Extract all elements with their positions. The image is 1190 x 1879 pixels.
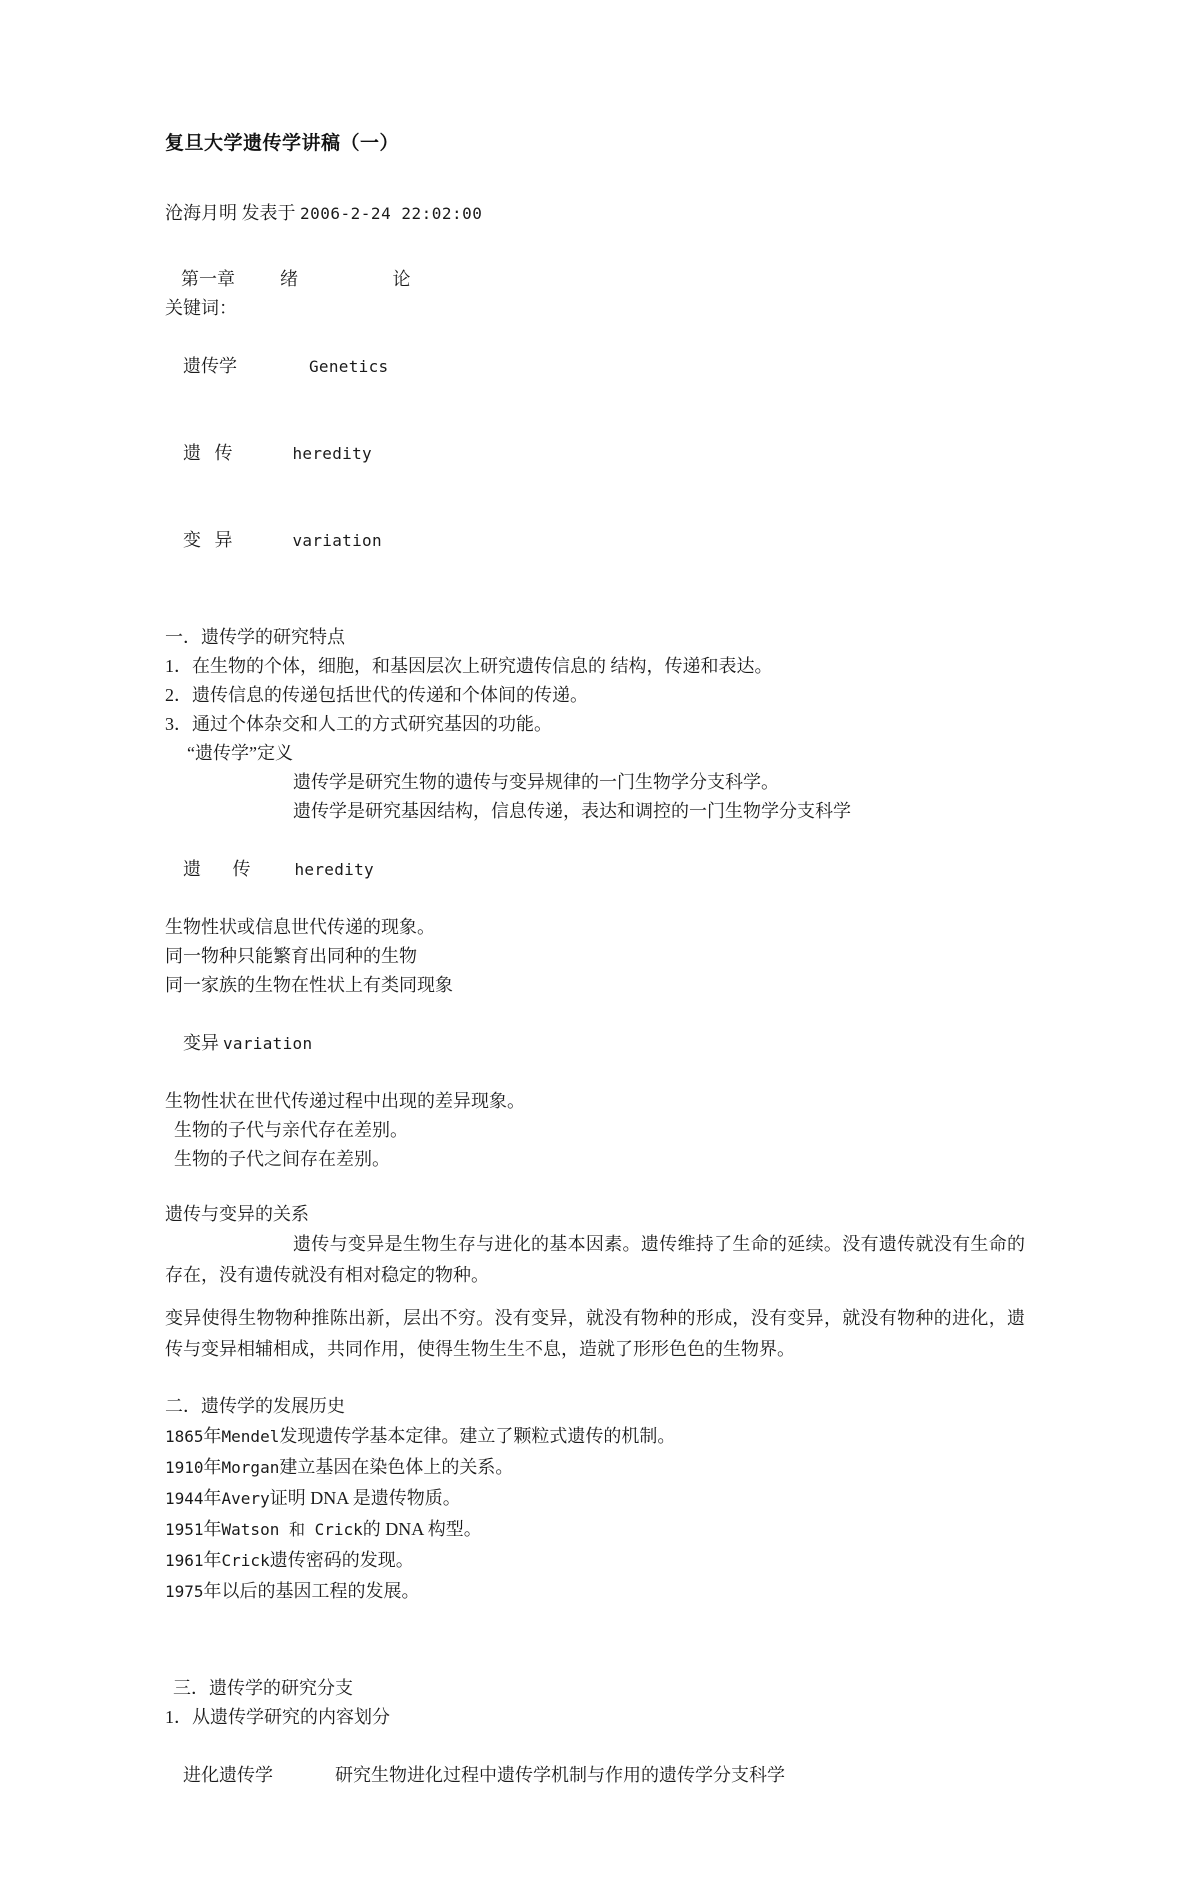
section-two-heading: 二．遗传学的发展历史 xyxy=(165,1396,345,1416)
definition-label: “遗传学”定义 xyxy=(187,743,293,763)
heredity-line: 生物性状或信息世代传递的现象。 xyxy=(165,917,435,937)
timeline-year: 1944 xyxy=(165,1489,204,1508)
branch-row xyxy=(165,1732,1025,1819)
keyword-row-genetics xyxy=(165,323,1025,410)
timeline-text: 证明 DNA 是遗传物质。 xyxy=(269,1488,461,1508)
byline xyxy=(165,199,1025,225)
variation-line: 生物的子代与亲代存在差别。 xyxy=(165,1120,408,1140)
section-three-subitem: 1．从遗传学研究的内容划分 xyxy=(165,1707,390,1727)
timeline-text: 以后的基因工程的发展。 xyxy=(221,1581,420,1601)
variation-term-cn: 变异 xyxy=(183,1033,219,1053)
keyword-en: heredity xyxy=(292,444,372,463)
timeline-text: 遗传密码的发现。 xyxy=(269,1550,414,1570)
byline-datetime: 2006-2-24 22:02:00 xyxy=(300,204,483,223)
timeline-year: 1975 xyxy=(165,1582,204,1601)
timeline-text: 建立基因在染色体上的关系。 xyxy=(279,1457,514,1477)
timeline-text: 发现遗传学基本定律。建立了颗粒式遗传的机制。 xyxy=(279,1426,676,1446)
section-one-item: 1．在生物的个体，细胞，和基因层次上研究遗传信息的 结构，传递和表达。 xyxy=(165,656,773,676)
timeline-item xyxy=(165,1576,1025,1607)
timeline-name: Watson 和 Crick xyxy=(221,1520,363,1539)
timeline-year: 1865 xyxy=(165,1427,204,1446)
timeline-unit: 年 xyxy=(203,1488,222,1508)
timeline-year: 1910 xyxy=(165,1458,204,1477)
variation-term xyxy=(165,1000,1025,1087)
keyword-row-heredity xyxy=(165,410,1025,497)
definition-text: 遗传学是研究生物的遗传与变异规律的一门生物学分支科学。 xyxy=(293,772,779,792)
timeline-unit: 年 xyxy=(203,1581,222,1601)
section-one-item: 3．通过个体杂交和人工的方式研究基因的功能。 xyxy=(165,714,552,734)
timeline-item xyxy=(165,1514,1025,1545)
variation-term-en: variation xyxy=(223,1034,313,1053)
branch-desc: 研究生物进化过程中遗传学机制与作用的遗传学分支科学 xyxy=(335,1765,785,1785)
timeline-unit: 年 xyxy=(203,1426,222,1446)
keywords-label: 关键词： xyxy=(165,298,237,318)
relation-heading: 遗传与变异的关系 xyxy=(165,1204,309,1224)
variation-paragraph: 变异使得生物物种推陈出新，层出不穷。没有变异，就没有物种的形成，没有变异，就没有物种的进化，遗传与变异相辅相成，共同作用，使得生物生生不息，造就了形形色色的生物界。 xyxy=(165,1308,1025,1359)
page-title: 复旦大学遗传学讲稿（一） xyxy=(165,132,400,154)
timeline-item xyxy=(165,1545,1025,1576)
timeline-year: 1961 xyxy=(165,1551,204,1570)
timeline-item xyxy=(165,1452,1025,1483)
heredity-line: 同一家族的生物在性状上有类同现象 xyxy=(165,975,453,995)
timeline-unit: 年 xyxy=(203,1457,222,1477)
heredity-term-en: heredity xyxy=(294,860,374,879)
section-one-item: 2．遗传信息的传递包括世代的传递和个体间的传递。 xyxy=(165,685,588,705)
timeline-name: Crick xyxy=(221,1551,270,1570)
timeline-text: 的 DNA 构型。 xyxy=(362,1519,482,1539)
timeline-unit: 年 xyxy=(203,1519,222,1539)
keyword-row-variation xyxy=(165,497,1025,584)
timeline-item xyxy=(165,1483,1025,1514)
section-three-heading: 三．遗传学的研究分支 xyxy=(173,1678,353,1698)
keyword-en: variation xyxy=(292,531,382,550)
timeline-name: Morgan xyxy=(221,1458,280,1477)
heredity-term xyxy=(165,826,1025,913)
keyword-en: Genetics xyxy=(309,357,389,376)
timeline-name: Mendel xyxy=(221,1427,280,1446)
keyword-cn: 变 异 xyxy=(183,530,233,550)
branch-name: 进化遗传学 xyxy=(183,1765,273,1785)
timeline-year: 1951 xyxy=(165,1520,204,1539)
variation-line: 生物的子代之间存在差别。 xyxy=(165,1149,390,1169)
chapter-heading: 第一章 绪 论 xyxy=(181,269,411,289)
keyword-cn: 遗 传 xyxy=(183,443,233,463)
timeline-item xyxy=(165,1421,1025,1452)
keyword-cn: 遗传学 xyxy=(183,356,237,376)
relation-paragraph: 遗传与变异是生物生存与进化的基本因素。遗传维持了生命的延续。没有遗传就没有生命的存在，没有遗传就没有相对稳定的物种。 xyxy=(165,1234,1025,1285)
heredity-line: 同一物种只能繁育出同种的生物 xyxy=(165,946,417,966)
variation-line: 生物性状在世代传递过程中出现的差异现象。 xyxy=(165,1091,525,1111)
byline-verb: 发表于 xyxy=(241,203,296,223)
section-one-heading: 一．遗传学的研究特点 xyxy=(165,627,345,647)
byline-author: 沧海月明 xyxy=(165,203,237,223)
heredity-term-cn: 遗 传 xyxy=(183,859,251,879)
definition-text: 遗传学是研究基因结构，信息传递，表达和调控的一门生物学分支科学 xyxy=(293,801,851,821)
timeline-name: Avery xyxy=(221,1489,270,1508)
timeline-unit: 年 xyxy=(203,1550,222,1570)
